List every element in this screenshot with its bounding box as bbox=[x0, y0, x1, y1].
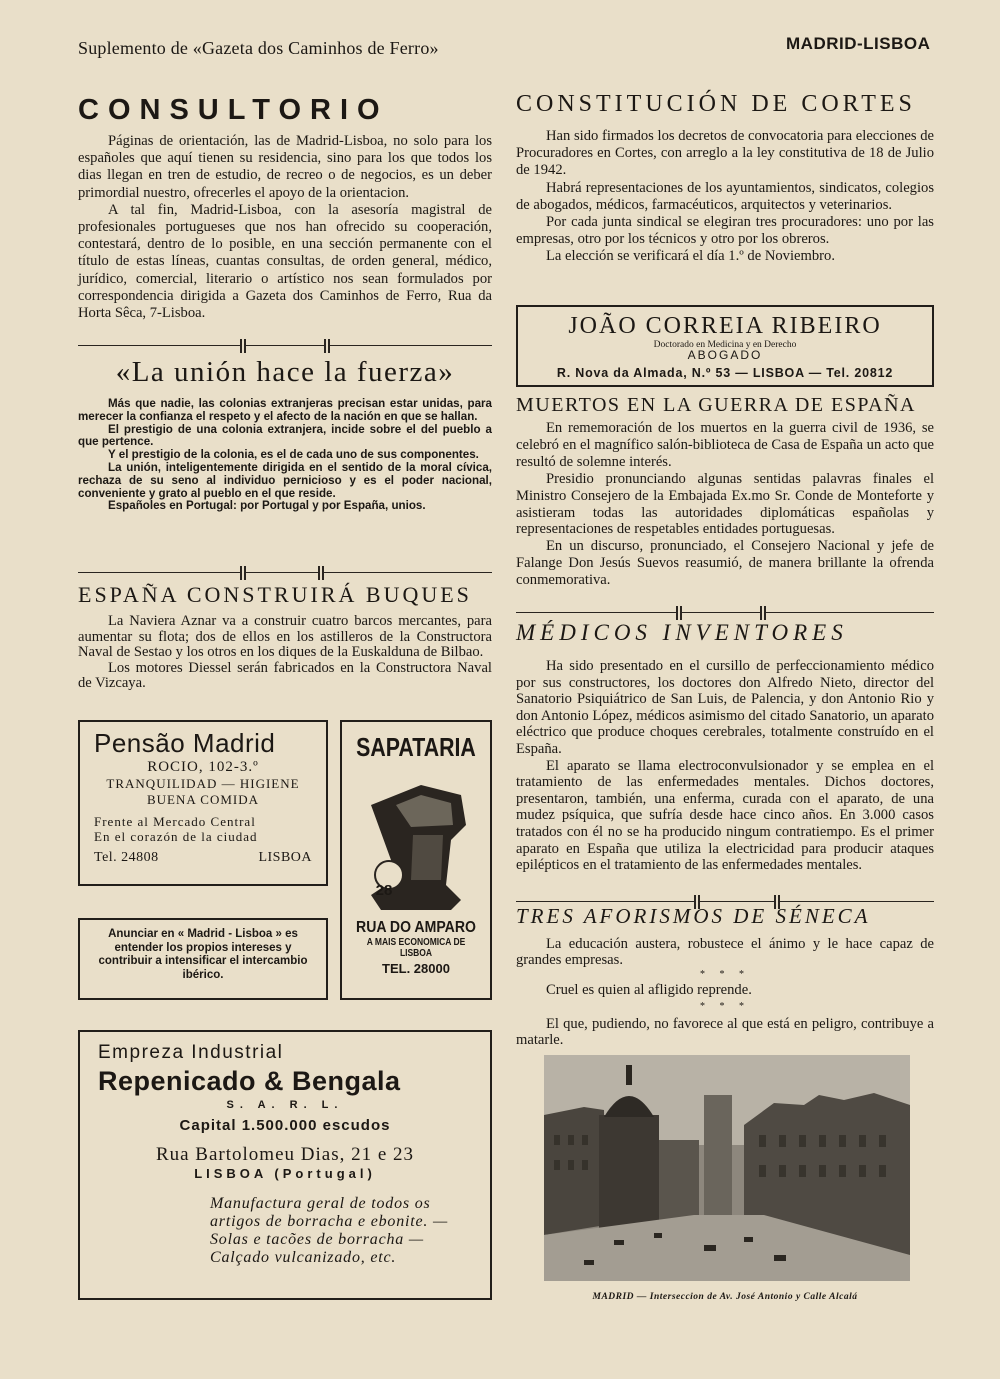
seneca-body bbox=[516, 936, 934, 1048]
section-divider bbox=[516, 606, 934, 620]
cortes-paragraph: Habrá representaciones de los ayuntamientos, sindicatos, colegios de abogados, médicos, farmacéuticos, arquitectos y veterinarios. bbox=[516, 179, 934, 213]
pensao-line-4: En el corazón de la ciudad bbox=[94, 829, 258, 844]
pensao-line-2: BUENA COMIDA bbox=[146, 792, 260, 807]
lawyer-degree: Doctorado en Medicina y en Derecho bbox=[653, 340, 797, 350]
seneca-stars: * * * bbox=[700, 1001, 750, 1012]
pensao-tel: Tel. 24808 bbox=[94, 850, 159, 865]
seneca-aphorism-2: Cruel es quien al afligido reprende. bbox=[546, 982, 752, 998]
repenicado-capital: Capital 1.500.000 escudos bbox=[179, 1117, 391, 1134]
repenicado-name: Repenicado & Bengala bbox=[98, 1066, 401, 1096]
sapataria-number: 28 bbox=[375, 882, 393, 899]
running-header-left: Suplemento de «Gazeta dos Caminhos de Ferro» bbox=[78, 38, 439, 58]
sapataria-tagline: A MAIS ECONOMICA DE LISBOA bbox=[366, 937, 466, 959]
seneca-title: TRES AFORISMOS DE SÉNECA bbox=[516, 904, 871, 928]
medicos-paragraph: Ha sido presentado en el cursillo de perfeccionamiento médico por sus constructores, los doctores don Alfredo Nieto, director del Sanatorio Psiquiátrico de San Luis, de Palencia, y don Antonio Rio y don Antonio López, médicos asimismo del citado Sanatorio, un aparato eléctrico que produce choques cerebrales, totalmente construído en el España. bbox=[516, 658, 934, 757]
pensao-city: LISBOA bbox=[258, 850, 312, 865]
ad-anunciar-box bbox=[78, 918, 328, 1000]
union-paragraph: El prestigio de una colonia extranjera, incide sobre el del pueblo a que pertence. bbox=[78, 422, 492, 449]
ad-repenicado-bengala bbox=[78, 1030, 492, 1300]
muertos-paragraph: En un discurso, pronunciado, el Consejero Nacional y jefe de Falange Don Jesús Suevos reasumió, de manera brillante la ofrenda conmemorativa. bbox=[516, 538, 934, 589]
section-divider bbox=[78, 566, 492, 580]
repenicado-description bbox=[210, 1195, 472, 1267]
pensao-line-3: Frente al Mercado Central bbox=[94, 814, 256, 829]
photo-caption: MADRID — Interseccion de Av. José Antonio y Calle Alcalá bbox=[592, 1292, 858, 1302]
union-title: «La unión hace la fuerza» bbox=[115, 356, 455, 388]
pensao-line-1: TRANQUILIDAD — HIGIENE bbox=[106, 776, 300, 791]
union-body bbox=[78, 398, 492, 513]
anunciar-text: Anunciar en « Madrid - Lisboa » es entender los propios intereses y contribuir a intensificar el intercambio ibérico. bbox=[98, 928, 308, 981]
buques-body bbox=[78, 614, 492, 692]
cortes-paragraph: Por cada junta sindical se elegiran tres procuradores: uno por las empresas, otro por los técnicos y otro por los obreros. bbox=[516, 214, 934, 248]
buques-title: ESPAÑA CONSTRUIRÁ BUQUES bbox=[78, 582, 472, 607]
muertos-body bbox=[516, 420, 934, 589]
seneca-stars: * * * bbox=[700, 969, 750, 980]
union-paragraph: La unión, inteligentemente dirigida en el sentido de la moral cívica, rechaza de su seno al individuo pernicioso y es el poder nacional, conveniente y grato al pueblo en el que reside. bbox=[78, 460, 492, 500]
pensao-name: Pensão Madrid bbox=[94, 728, 276, 758]
seneca-aphorism-1: La educación austera, robustece el ánimo y le hace capaz de grandes empresas. bbox=[516, 936, 934, 968]
sapataria-street: RUA DO AMPARO bbox=[356, 919, 476, 936]
repenicado-desc-4: Calçado vulcanizado, etc. bbox=[210, 1249, 397, 1266]
cortes-title: CONSTITUCIÓN DE CORTES bbox=[516, 91, 916, 117]
lawyer-name: JOÃO CORREIA RIBEIRO bbox=[568, 313, 882, 339]
repenicado-city: LISBOA (Portugal) bbox=[194, 1166, 376, 1181]
muertos-paragraph: En rememoración de los muertos en la guerra civil de 1936, se celebró en el magnífico salón-biblioteca de Casa de España un acto que resultó de solemne interés. bbox=[516, 420, 934, 470]
cortes-paragraph: Han sido firmados los decretos de convocatoria para elecciones de Procuradores en Cortes, con arreglo a la ley constitutiva de 18 de Julio de 1942. bbox=[516, 128, 934, 179]
buques-paragraph-2: Los motores Diessel serán fabricados en la Constructora Naval de Vizcaya. bbox=[78, 659, 492, 692]
seneca-aphorism-3: El que, pudiendo, no favorece al que está en peligro, contribuye a matarle. bbox=[516, 1016, 934, 1048]
ad-sapataria bbox=[340, 720, 492, 1000]
pensao-address: ROCIO, 102-3.º bbox=[147, 759, 259, 775]
medicos-body bbox=[516, 658, 934, 874]
muertos-title: MUERTOS EN LA GUERRA DE ESPAÑA bbox=[516, 394, 916, 416]
consultorio-body bbox=[78, 133, 492, 322]
union-paragraph: Más que nadie, las colonias extranjeras precisan estar unidas, para merecer la confianza el respeto y el afecto de la nación en que se hallan. bbox=[78, 397, 492, 423]
repenicado-desc-2: artigos de borracha e ebonite. — bbox=[210, 1213, 449, 1230]
repenicado-desc-1: Manufactura geral de todos os bbox=[210, 1195, 431, 1212]
consultorio-paragraph-1: Páginas de orientación, las de Madrid-Lisboa, no solo para los españoles que aquí tienen su residencia, sino para los que todos los dias llegan en tren de estudio, de recreo o de negocios, es un deber primordial nuestro, ofrecerles el apoyo de la orientacion. bbox=[78, 133, 492, 201]
running-header-right: MADRID-LISBOA bbox=[786, 34, 931, 53]
cortes-paragraph: La elección se verificará el día 1.º de Noviembro. bbox=[546, 248, 835, 265]
repenicado-line-1: Empreza Industrial bbox=[98, 1042, 284, 1063]
section-divider bbox=[78, 339, 492, 353]
repenicado-desc-3: Solas e tacões de borracha — bbox=[210, 1231, 424, 1248]
sapataria-title: SAPATARIA bbox=[356, 732, 476, 762]
consultorio-paragraph-2: A tal fin, Madrid-Lisboa, con la asesoría magistral de profesionales portugueses que nos han ofrecido su cooperación, contestará, dentro de lo posible, en una sección permanente con el título de estas líneas, cuantas consultas, de orden general, médico, jurídico, comercial, literario o artístico nos sean formulados por correspondencia dirigida a Gazeta dos Caminhos de Ferro, Rua da Horta Sêca, 7-Lisboa. bbox=[78, 201, 492, 322]
cortes-body bbox=[516, 128, 934, 266]
repenicado-sarl: S. A. R. L. bbox=[226, 1099, 344, 1111]
muertos-paragraph: Presidio pronunciando algunas sentidas palavras finales el Ministro Consejero de la Embajada Ex.mo Sr. Conde de Monteforte y asistieram todas las autoridades diplomáticas españolas y representaciones de respetables entidades portuguesas. bbox=[516, 470, 934, 538]
lawyer-role: ABOGADO bbox=[687, 348, 763, 362]
union-paragraph: Españoles en Portugal: por Portugal y por España, unios. bbox=[108, 499, 426, 513]
medicos-paragraph: El aparato se llama electroconvulsionador y se emplea en el tratamiento de las enfermedades mentales. Dichos doctores, presentaron, también, una enferma, curada con el aparato, de una mudez psíquica, que sufría desde hace cinco años. En 3.000 casos tratados con él no se ha producido ningum contratiempo. Es el primer aparato en España que utiliza la electricidad para producir ataques epilépticos en el tratamiento de las enfermedades mentales. bbox=[516, 757, 934, 874]
sapataria-tel: TEL. 28000 bbox=[382, 961, 450, 976]
ad-pensao-madrid bbox=[78, 720, 328, 886]
buques-paragraph-1: La Naviera Aznar va a construir cuatro barcos mercantes, para aumentar su flota; dos de ellos en los astilleros de la Constructora Naval de Sestao y los otros en los diques de la Euskalduna de Bilbao. bbox=[78, 613, 492, 661]
medicos-title: MÉDICOS INVENTORES bbox=[516, 620, 848, 645]
lawyer-address: R. Nova da Almada, N.º 53 — LISBOA — Tel. 20812 bbox=[556, 366, 894, 380]
repenicado-address: Rua Bartolomeu Dias, 21 e 23 bbox=[155, 1144, 415, 1165]
consultorio-title: CONSULTORIO bbox=[78, 94, 389, 126]
ad-lawyer bbox=[516, 305, 934, 387]
madrid-street-photo bbox=[544, 1055, 910, 1281]
union-paragraph: Y el prestigio de la colonia, es el de cada uno de sus componentes. bbox=[108, 448, 479, 462]
